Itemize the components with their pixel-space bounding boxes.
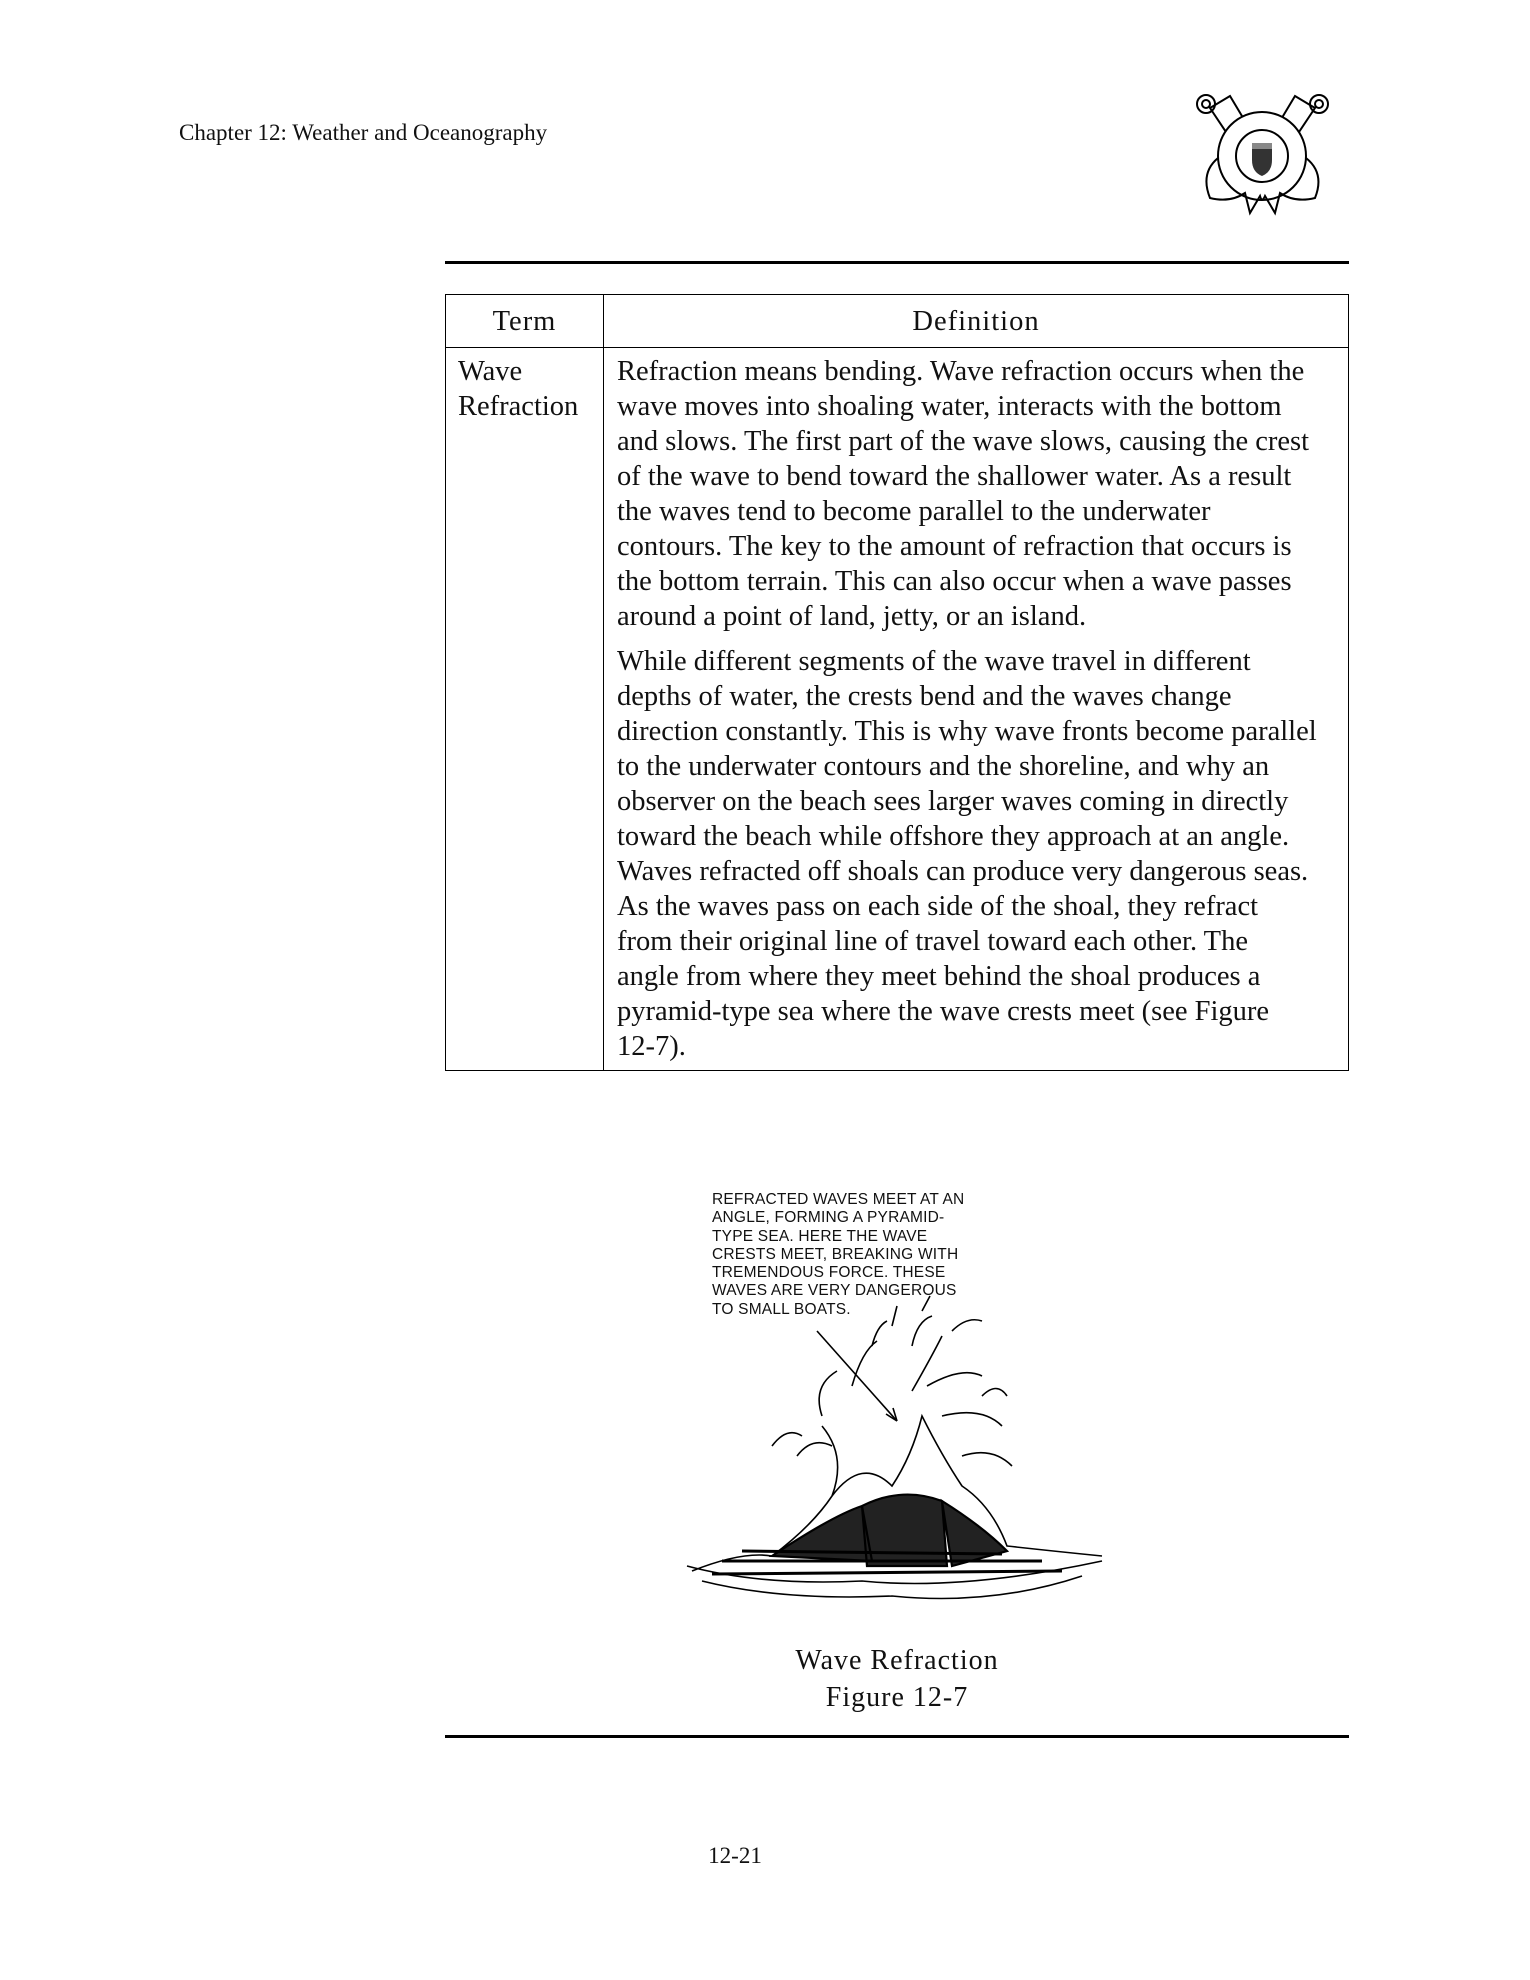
annotation-line: ANGLE, FORMING A PYRAMID- <box>712 1209 945 1227</box>
definition-paragraph <box>617 644 1336 1064</box>
definition-line: 12-7). <box>617 1031 686 1062</box>
definition-line: to the underwater contours and the shoreline, and why an <box>617 751 1270 782</box>
annotation-line: CRESTS MEET, BREAKING WITH <box>712 1245 959 1263</box>
wave-refraction-figure <box>662 1156 1132 1632</box>
term-cell <box>446 348 604 1071</box>
definition-line: toward the beach while offshore they approach at an angle. <box>617 821 1290 852</box>
definition-line: and slows. The first part of the wave slows, causing the crest <box>617 426 1310 457</box>
annotation-line: TYPE SEA. HERE THE WAVE <box>712 1227 928 1245</box>
definition-line: the bottom terrain. This can also occur when a wave passes <box>617 566 1292 597</box>
annotation-line: TREMENDOUS FORCE. THESE <box>712 1264 946 1282</box>
chapter-header: Chapter 12: Weather and Oceanography <box>179 120 548 145</box>
definition-line: of the wave to bend toward the shallower water. As a result <box>617 461 1292 492</box>
annotation-line: TO SMALL BOATS. <box>712 1300 851 1318</box>
definition-line: Refraction means bending. Wave refraction occurs when the <box>617 356 1305 387</box>
bottom-rule <box>445 1735 1349 1738</box>
definition-line: depths of water, the crests bend and the waves change <box>617 681 1232 712</box>
definition-line: While different segments of the wave travel in different <box>617 646 1251 677</box>
definition-line: As the waves pass on each side of the shoal, they refract <box>617 891 1259 922</box>
column-header-definition: Definition <box>604 295 1349 348</box>
definition-line: angle from where they meet behind the shoal produces a <box>617 961 1261 992</box>
figure-caption-title: Wave Refraction <box>795 1645 999 1676</box>
definition-paragraph <box>617 354 1336 634</box>
top-rule <box>445 261 1349 264</box>
page-number: 12-21 <box>708 1843 762 1868</box>
annotation-line: REFRACTED WAVES MEET AT AN <box>712 1191 965 1208</box>
column-header-term: Term <box>446 295 604 348</box>
term-line: Refraction <box>458 391 579 422</box>
definition-line: the waves tend to become parallel to the underwater <box>617 496 1211 527</box>
table-header-row <box>446 295 1349 348</box>
definition-line: from their original line of travel toward each other. The <box>617 926 1248 957</box>
table-row <box>446 348 1349 1071</box>
coast-guard-emblem <box>1190 88 1335 223</box>
definition-line: direction constantly. This is why wave fronts become parallel <box>617 716 1317 747</box>
annotation-line: WAVES ARE VERY DANGEROUS <box>712 1282 957 1300</box>
definition-line: around a point of land, jetty, or an island. <box>617 601 1087 632</box>
definition-line: contours. The key to the amount of refraction that occurs is <box>617 531 1292 562</box>
pyramid-sea-illustration <box>662 1156 1132 1632</box>
figure-caption-number: Figure 12-7 <box>825 1682 969 1713</box>
definition-line: pyramid-type sea where the wave crests meet (see Figure <box>617 996 1270 1027</box>
definition-line: observer on the beach sees larger waves coming in directly <box>617 786 1289 817</box>
definition-line: Waves refracted off shoals can produce very dangerous seas. <box>617 856 1309 887</box>
term-line: Wave <box>458 356 523 387</box>
definition-line: wave moves into shoaling water, interacts with the bottom <box>617 391 1282 422</box>
definition-cell <box>604 348 1349 1071</box>
definition-table <box>445 294 1349 1071</box>
